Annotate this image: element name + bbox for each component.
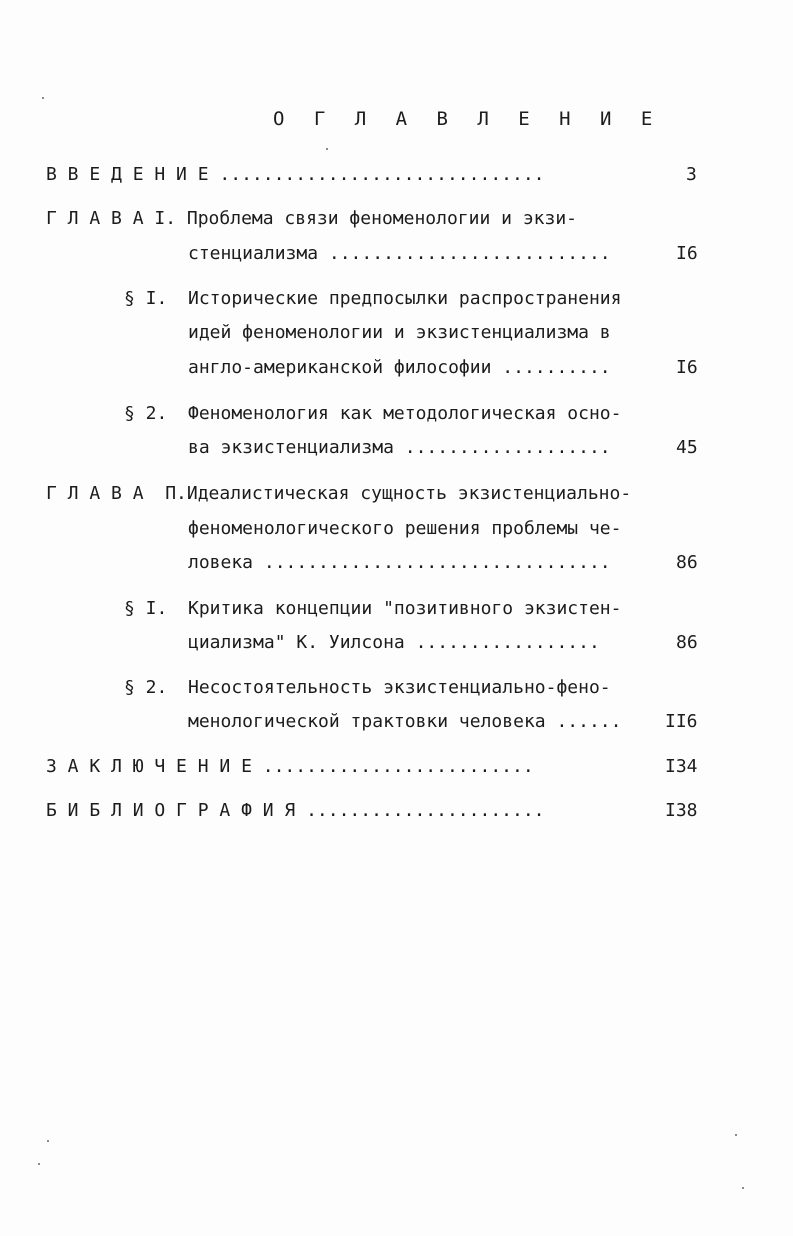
page-number: I6 <box>676 357 698 378</box>
page-number: 86 <box>676 552 698 573</box>
toc-entry-ch1-sec2-line-2: ва экзистенциализма ................... <box>188 437 611 458</box>
section-mark: § I. <box>124 288 168 309</box>
toc-entry-ch1-sec1-line-3: англо-американской философии .......... <box>188 357 611 378</box>
toc-entry-ch2-sec2-line-1: Несостоятельность экзистенциально-фено- <box>188 677 611 698</box>
page-title: О Г Л А В Л Е Н И Е <box>273 108 662 130</box>
page-number: I38 <box>665 800 698 821</box>
toc-entry-ch2-sec2-line-2: менологической трактовки человека ...... <box>188 711 622 732</box>
scan-speck <box>735 1134 737 1136</box>
scan-speck <box>742 1187 744 1189</box>
toc-entry-chapter-2-line-2: феноменологического решения проблемы че- <box>188 518 622 539</box>
toc-entry-bibliography: Б И Б Л И О Г Р А Ф И Я ...................... <box>46 800 545 821</box>
toc-entry-introduction: В В Е Д Е Н И Е .............................. <box>46 164 545 185</box>
toc-entry-ch1-sec1-line-2: идей феноменологии и экзистенциализма в <box>188 322 611 343</box>
section-mark: § 2. <box>124 677 168 698</box>
page-number: 3 <box>686 164 697 185</box>
scan-speck <box>38 1163 40 1165</box>
toc-entry-chapter-1-line-1: Г Л А В А I. Проблема связи феноменологии и экзи- <box>46 208 578 229</box>
toc-entry-conclusion: З А К Л Ю Ч Е Н И Е ......................... <box>46 756 534 777</box>
scan-speck <box>42 97 44 99</box>
toc-entry-chapter-2-line-3: ловека ................................ <box>188 552 611 573</box>
toc-entry-ch1-sec1-line-1: Исторические предпосылки распространения <box>188 288 622 309</box>
scan-speck <box>47 1140 49 1142</box>
page-number: I6 <box>676 243 698 264</box>
section-mark: § I. <box>124 598 168 619</box>
section-mark: § 2. <box>124 403 168 424</box>
toc-entry-chapter-2-line-1: Г Л А В А П.Идеалистическая сущность экзистенциально- <box>46 483 632 504</box>
toc-entry-chapter-1-line-2: стенциализма .......................... <box>188 243 611 264</box>
page-number: II6 <box>665 711 698 732</box>
scan-speck <box>326 148 328 150</box>
toc-entry-ch1-sec2-line-1: Феноменология как методологическая осно- <box>188 403 622 424</box>
toc-entry-ch2-sec1-line-2: циализма" К. Уилсона ................. <box>188 632 600 653</box>
page-number: I34 <box>665 756 698 777</box>
page-number: 86 <box>676 632 698 653</box>
toc-entry-ch2-sec1-line-1: Критика концепции "позитивного экзистен- <box>188 598 622 619</box>
page-number: 45 <box>676 437 698 458</box>
